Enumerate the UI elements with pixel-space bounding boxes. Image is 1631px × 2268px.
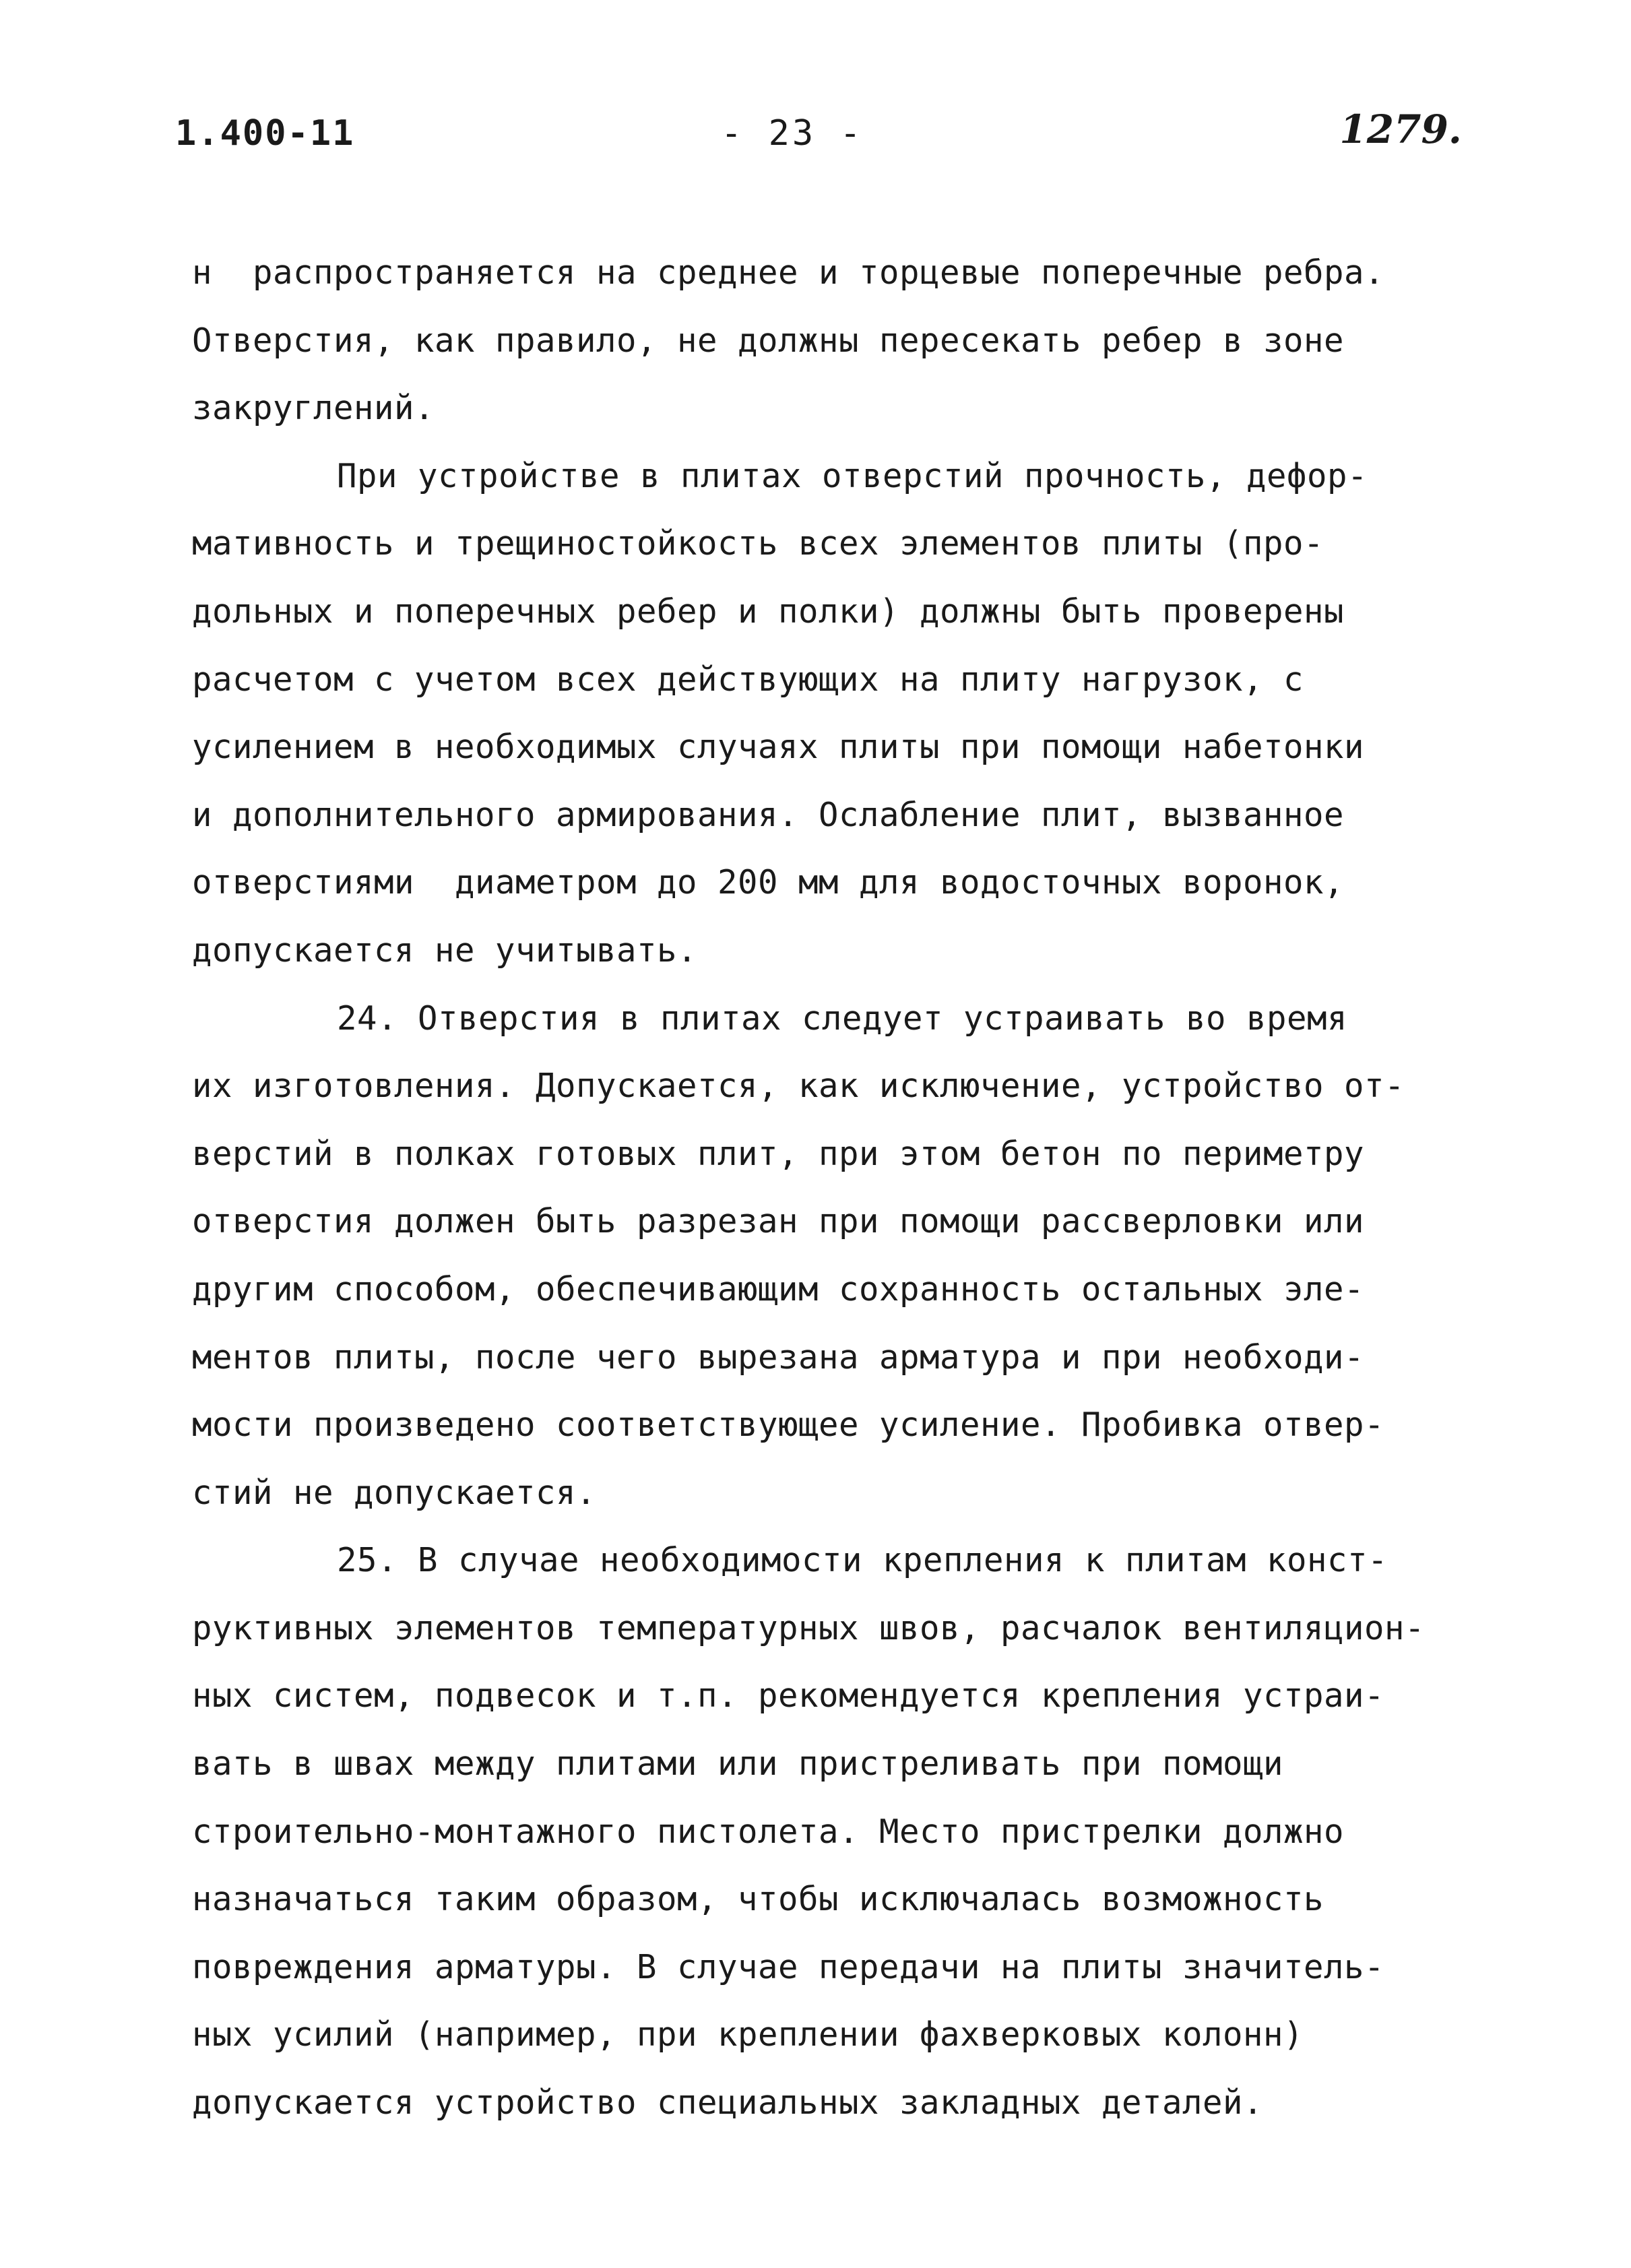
text-line: другим способом, обеспечивающим сохранность остальных эле- <box>192 1269 1365 1309</box>
text-line: стий не допускается. <box>192 1473 597 1512</box>
text-line: руктивных элементов температурных швов, расчалок вентиляцион- <box>192 1608 1426 1647</box>
text-line: усилением в необходимых случаях плиты при помощи набетонки <box>192 728 1365 767</box>
text-line: вать в швах между плитами или пристреливать при помощи <box>192 1744 1284 1784</box>
text-line: закруглений. <box>192 389 435 428</box>
paragraph-24-start-line: 24. Отверстия в плитах следует устраивать во время <box>337 999 1348 1038</box>
text-line: повреждения арматуры. В случае передачи на плиты значитель- <box>192 1947 1385 1986</box>
text-line: расчетом с учетом всех действующих на плиту нагрузок, с <box>192 660 1304 699</box>
paragraph-25-start-line: 25. В случае необходимости крепления к плитам конст- <box>337 1541 1388 1580</box>
sheet-number: 1279. <box>1339 106 1462 152</box>
text-line: отверстия должен быть разрезан при помощи рассверловки или <box>192 1202 1365 1241</box>
text-line: верстий в полках готовых плит, при этом бетон по периметру <box>192 1134 1365 1173</box>
text-line: ных усилий (например, при креплении фахверковых колонн) <box>192 2015 1304 2054</box>
text-line: допускается не учитывать. <box>192 931 698 970</box>
page-number: - 23 - <box>721 113 864 154</box>
text-line: допускается устройство специальных закладных деталей. <box>192 2083 1264 2122</box>
document-code: 1.400-11 <box>175 113 355 154</box>
text-line: дольных и поперечных ребер и полки) должны быть проверены <box>192 592 1345 631</box>
page-header <box>175 106 1475 167</box>
text-line: строительно-монтажного пистолета. Место пристрелки должно <box>192 1812 1345 1851</box>
text-line: н распространяется на среднее и торцевые поперечные ребра. <box>192 253 1385 292</box>
text-line: ных систем, подвесок и т.п. рекомендуется крепления устраи- <box>192 1676 1385 1715</box>
text-line: отверстиями диаметром до 200 мм для водосточных воронок, <box>192 863 1345 902</box>
text-line: назначаться таким образом, чтобы исключалась возможность <box>192 1880 1324 1919</box>
text-line: ментов плиты, после чего вырезана арматура и при необходи- <box>192 1337 1365 1377</box>
text-line: мативность и трещиностойкость всех элементов плиты (про- <box>192 524 1324 563</box>
paragraph-start-line: При устройстве в плитах отверстий прочность, дефор- <box>337 456 1368 495</box>
body-text <box>192 239 1472 2137</box>
text-line: мости произведено соответствующее усиление. Пробивка отвер- <box>192 1406 1385 1445</box>
text-line: их изготовления. Допускается, как исключение, устройство от- <box>192 1067 1405 1106</box>
text-line: Отверстия, как правило, не должны пересекать ребер в зоне <box>192 321 1345 360</box>
text-line: и дополнительного армирования. Ослабление плит, вызванное <box>192 795 1345 834</box>
